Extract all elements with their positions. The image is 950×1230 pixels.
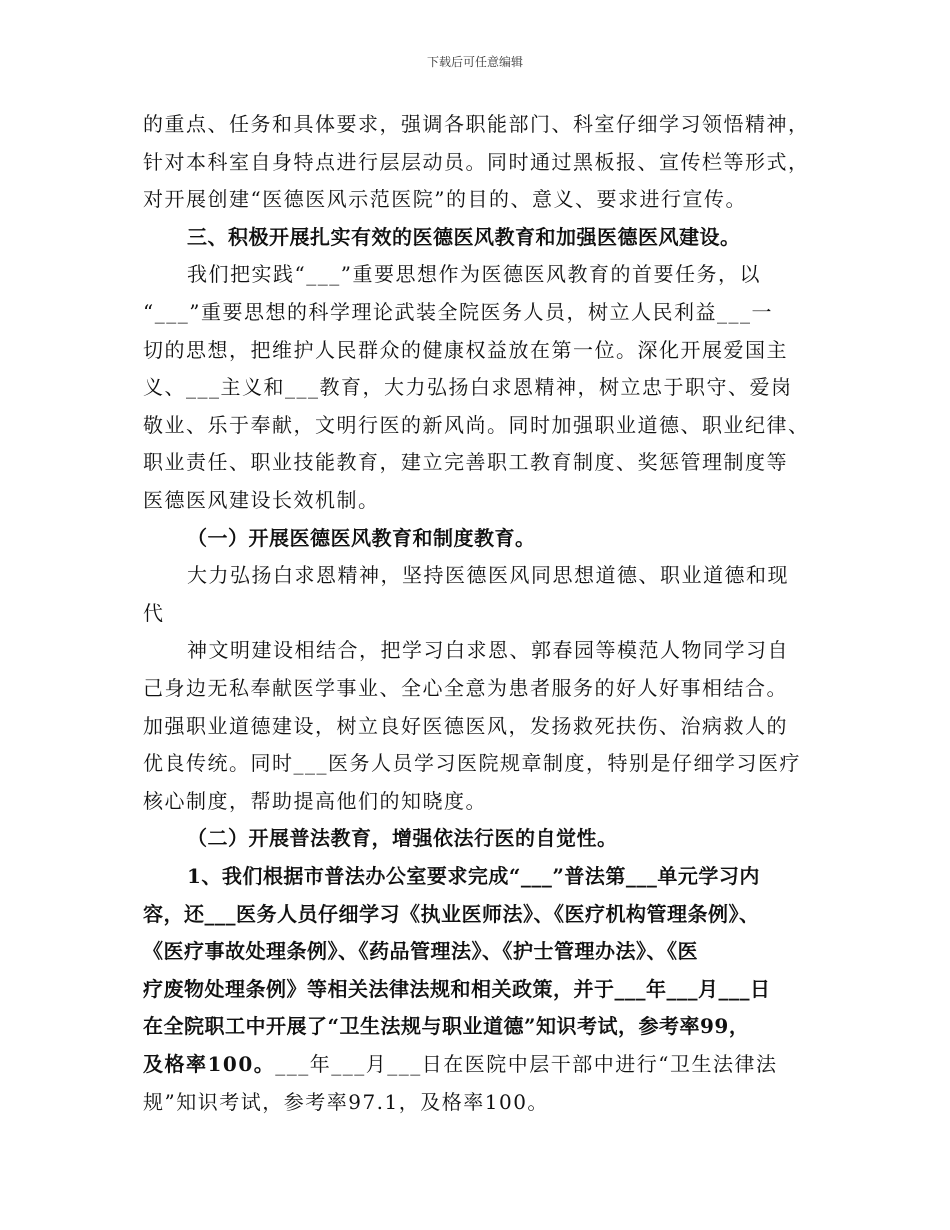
text-line: （一）开展医德医风教育和制度教育。	[187, 525, 536, 550]
text-line: 大力弘扬白求恩精神，坚持医德医风同思想道德、职业道德和现	[187, 563, 789, 588]
text-line: 敬业、乐于奉献，文明行医的新风尚。同时加强职业道德、职业纪律、	[143, 412, 810, 437]
text-line: 针对本科室自身特点进行层层动员。同时通过黑板报、宣传栏等形式，	[143, 149, 810, 174]
text-line: 容，还___医务人员仔细学习《执业医师法》、《医疗机构管理条例》、	[143, 901, 760, 926]
text-line: 的重点、任务和具体要求，强调各职能部门、科室仔细学习领悟精神，	[143, 112, 810, 136]
text-line: 优良传统。同时___医务人员学习医院规章制度，特别是仔细学习医疗	[143, 751, 801, 776]
text-line: 及格率100。___年___月___日在医院中层干部中进行“卫生法律法	[143, 1052, 778, 1076]
text-line: 疗废物处理条例》等相关法律法规和相关政策，并于___年___月___日	[143, 976, 771, 1001]
text-line: 医德医风建设长效机制。	[143, 488, 380, 512]
text-line: 加强职业道德建设，树立良好医德医风，发扬救死扶伤、治病救人的	[143, 713, 788, 738]
text-line: （二）开展普法教育，增强依法行医的自觉性。	[187, 826, 618, 851]
text-line: 神文明建设相结合，把学习白求恩、郭春园等模范人物同学习自	[187, 638, 789, 663]
text-line: 1、我们根据市普法办公室要求完成“___”普法第___单元学习内	[187, 864, 760, 888]
text-line: 《医疗事故处理条例》、《药品管理法》、《护士管理办法》、《医	[143, 939, 698, 964]
text-line: “___”重要思想的科学理论武装全院医务人员，树立人民利益___一	[143, 300, 773, 324]
text-line: 三、积极开展扎实有效的医德医风教育和加强医德医风建设。	[187, 224, 741, 249]
text-line: 代	[143, 600, 165, 625]
text-line: 切的思想，把维护人民群众的健康权益放在第一位。深化开展爱国主	[143, 337, 788, 362]
text-line: 核心制度，帮助提高他们的知晓度。	[143, 788, 487, 813]
text-line: 义、___主义和___教育，大力弘扬白求恩精神，树立忠于职守、爱岗	[143, 375, 793, 400]
text-line: 规”知识考试，参考率97.1，及格率100。	[143, 1089, 549, 1114]
text-line: 我们把实践“___”重要思想作为医德医风教育的首要任务，以	[187, 262, 761, 287]
text-line: 职业责任、职业技能教育，建立完善职工教育制度、奖惩管理制度等	[143, 450, 788, 475]
text-line: 己身边无私奉献医学事业、全心全意为患者服务的好人好事相结合。	[143, 676, 788, 700]
page-header: 下载后可任意编辑	[426, 55, 523, 69]
text-line: 对开展创建“医德医风示范医院”的目的、意义、要求进行宣传。	[143, 187, 747, 212]
text-line: 在全院职工中开展了“卫生法规与职业道德”知识考试，参考率99，	[143, 1014, 750, 1039]
